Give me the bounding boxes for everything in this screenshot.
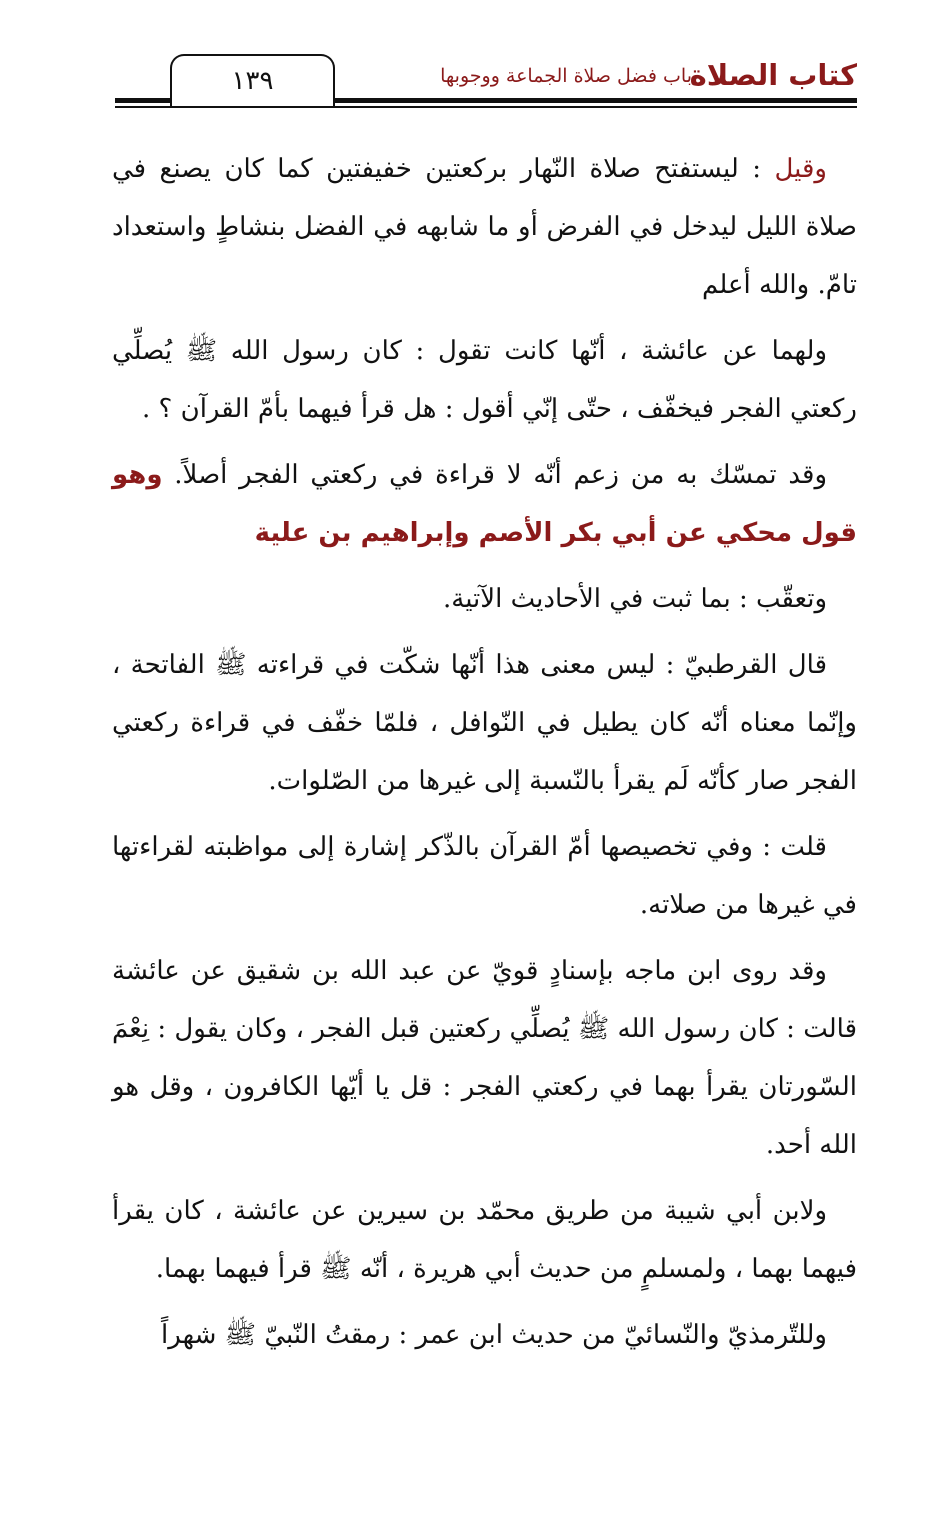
page-body [112, 140, 857, 1372]
paragraph-text: : ليستفتح صلاة النّهار بركعتين خفيفتين كما كان يصنع في صلاة الليل ليدخل في الفرض أو ما شابهه في الفضل بنشاطٍ واستعداد تامّ. والله أعلم [112, 154, 857, 300]
paragraph [112, 570, 857, 628]
paragraph-text: وقد تمسّك به من زعم أنّه لا قراءة في ركعتي الفجر أصلاً. [162, 460, 827, 490]
page-header [115, 40, 857, 110]
paragraph [112, 1182, 857, 1298]
paragraph-text: قلت : وفي تخصيصها أمّ القرآن بالذّكر إشارة إلى مواظبته لقراءتها في غيرها من صلاته. [112, 832, 857, 920]
paragraph-text: وتعقّب : بما ثبت في الأحاديث الآتية. [443, 584, 827, 614]
paragraph [112, 1306, 857, 1364]
paragraph-text: وقد روى ابن ماجه بإسنادٍ قويّ عن عبد الله بن شقيق عن عائشة قالت : كان رسول الله ﷺ يُصلِّي ركعتين قبل الفجر ، وكان يقول : نِعْمَ السّورتان يقرأ بهما في ركعتي الفجر : قل يا أيّها الكافرون ، وقل هو الله أحد. [112, 956, 857, 1160]
paragraph [112, 942, 857, 1174]
paragraph-text: وللتّرمذيّ والنّسائيّ من حديث ابن عمر : رمقتُ النّبيّ ﷺ شهراً [161, 1320, 827, 1350]
paragraph-highlight: وهو قول محكي عن أبي بكر الأصم وإبراهيم بن علية [112, 460, 857, 548]
paragraph [112, 636, 857, 810]
paragraph-lead: وقيل [774, 154, 827, 184]
paragraph [112, 140, 857, 314]
chapter-title: باب فضل صلاة الجماعة ووجوبها [440, 65, 692, 87]
paragraph [112, 322, 857, 438]
paragraph [112, 446, 857, 562]
page-number: ١٣٩ [170, 54, 335, 106]
paragraph [112, 818, 857, 934]
book-title: كتاب الصلاة [689, 58, 857, 92]
paragraph-text: ولابن أبي شيبة من طريق محمّد بن سيرين عن عائشة ، كان يقرأ فيهما بهما ، ولمسلمٍ من حديث أبي هريرة ، أنّه ﷺ قرأ فيهما بهما. [112, 1196, 857, 1284]
paragraph-text: ولهما عن عائشة ، أنّها كانت تقول : كان رسول الله ﷺ يُصلِّي ركعتي الفجر فيخفّف ، حتّى إنّي أقول : هل قرأ فيهما بأمّ القرآن ؟ . [112, 336, 857, 424]
header-rule-thin [115, 106, 857, 108]
paragraph-text: قال القرطبيّ : ليس معنى هذا أنّها شكّت في قراءته ﷺ الفاتحة ، وإنّما معناه أنّه كان يطيل في النّوافل ، فلمّا خفّف في قراءة ركعتي الفجر صار كأنّه لَم يقرأ بالنّسبة إلى غيرها من الصّلوات. [112, 650, 857, 796]
